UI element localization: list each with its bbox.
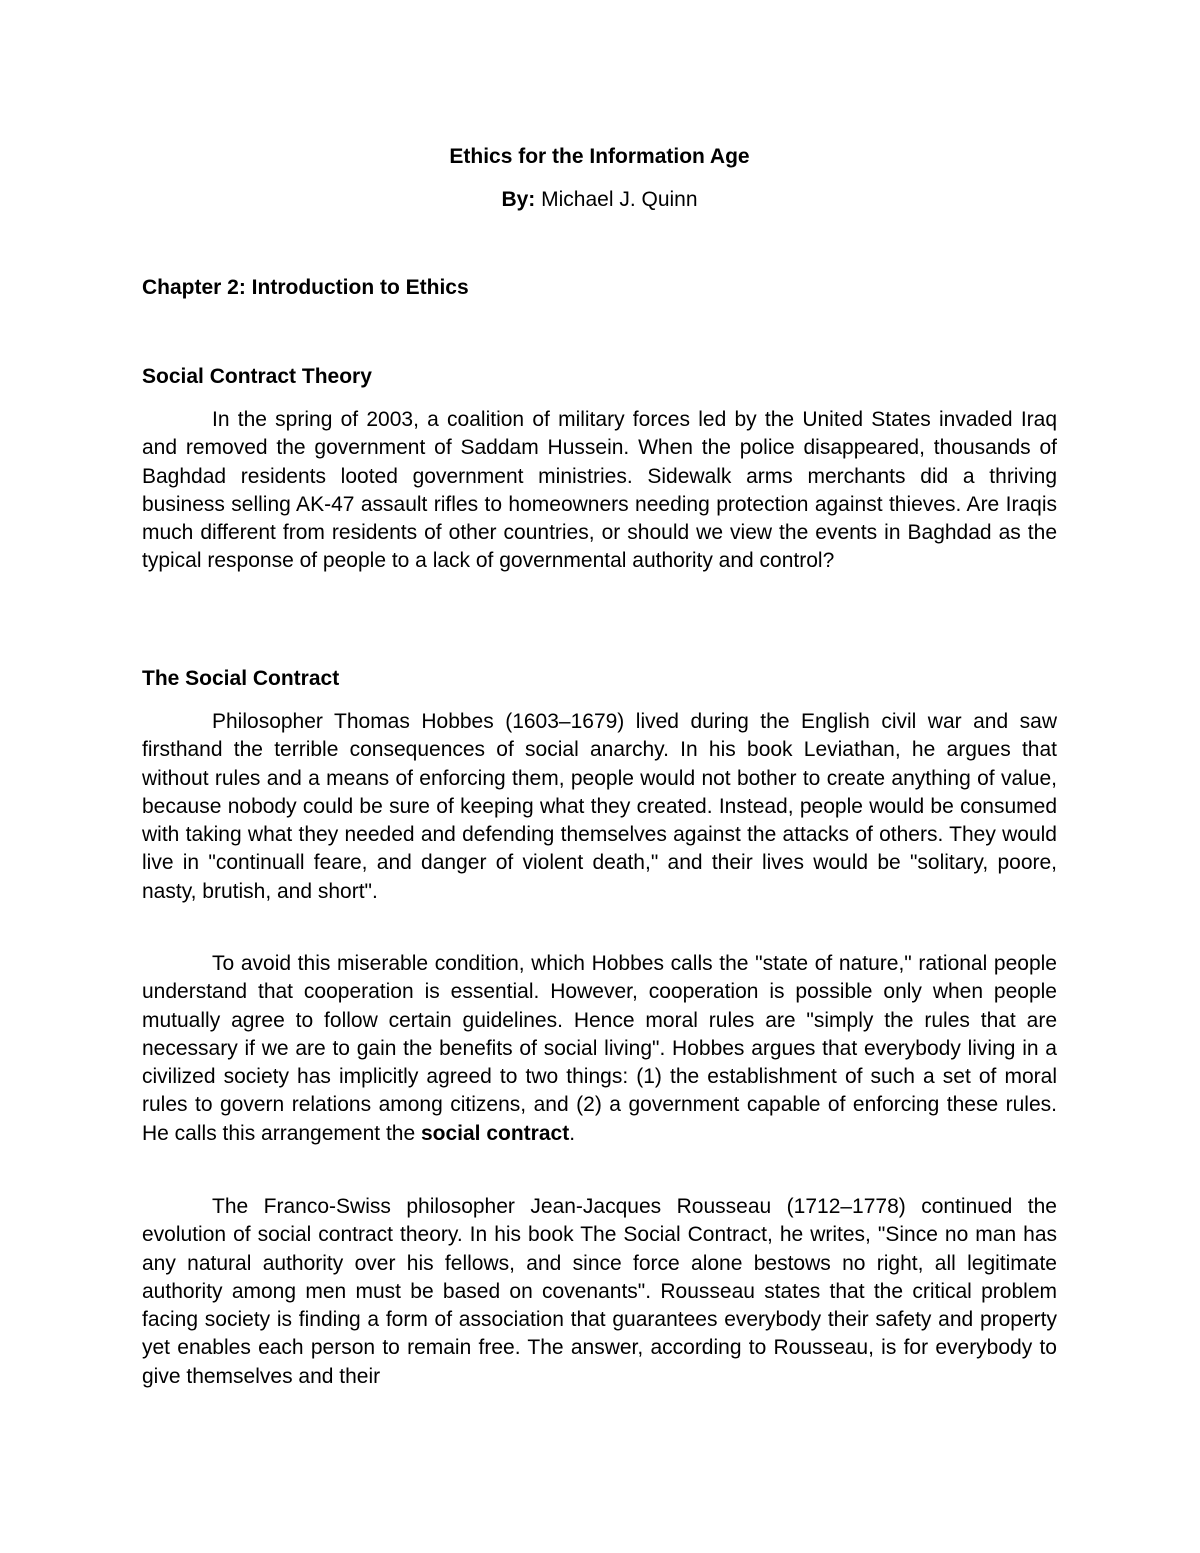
social-contract-term: social contract [420,1121,570,1145]
byline [142,186,1057,214]
section-heading-the-social-contract: The Social Contract [142,667,340,690]
byline-author: Michael J. Quinn [535,188,698,211]
paragraph-state-of-nature [142,950,1057,1148]
social-contract-term-period: . [569,1121,576,1145]
byline-label: By: [501,188,536,211]
paragraph-hobbes: Philosopher Thomas Hobbes (1603–1679) lived during the English civil war and saw firsthand the terrible consequences of social anarchy. In his book Leviathan, he argues that without rules and a means of enforcing them, people would not bother to create anything of value, because nobody could be sure of keeping what they created. Instead, people would be consumed with taking what they needed and defending themselves against the attacks of others. They would live in "continuall feare, and danger of violent death," and their lives would be "solitary, poore, nasty, brutish, and short". [142,710,1057,903]
document-title: Ethics for the Information Age [449,145,750,168]
paragraph-state-of-nature-text: To avoid this miserable condition, which Hobbes calls the "state of nature," rational people understand that cooperation is essential. However, cooperation is possible only when people mutually agree to follow certain guidelines. Hence moral rules are "simply the rules that are necessary if we are to gain the benefits of social living". Hobbes argues that everybody living in a civilized society has implicitly agreed to two things: (1) the establishment of such a set of moral rules to govern relations among citizens, and (2) a government capable of enforcing these rules. He calls this arrangement the [142,952,1057,1145]
paragraph-iraq: In the spring of 2003, a coalition of military forces led by the United States invaded Iraq and removed the government of Saddam Hussein. When the police disappeared, thousands of Baghdad residents looted government ministries. Sidewalk arms merchants did a thriving business selling AK-47 assault rifles to homeowners needing protection against thieves. Are Iraqis much different from residents of other countries, or should we view the events in Baghdad as the typical response of people to a lack of governmental authority and control? [142,408,1057,573]
paragraph-rousseau: The Franco-Swiss philosopher Jean-Jacques Rousseau (1712–1778) continued the evolution of social contract theory. In his book The Social Contract, he writes, "Since no man has any natural authority over his fellows, and since force alone bestows no right, all legitimate authority among men must be based on covenants". Rousseau states that the critical problem facing society is finding a form of association that guarantees everybody their safety and property yet enables each person to remain free. The answer, according to Rousseau, is for everybody to give themselves and their [142,1195,1057,1388]
section-heading-social-contract-theory: Social Contract Theory [142,365,372,388]
chapter-heading: Chapter 2: Introduction to Ethics [142,276,469,299]
